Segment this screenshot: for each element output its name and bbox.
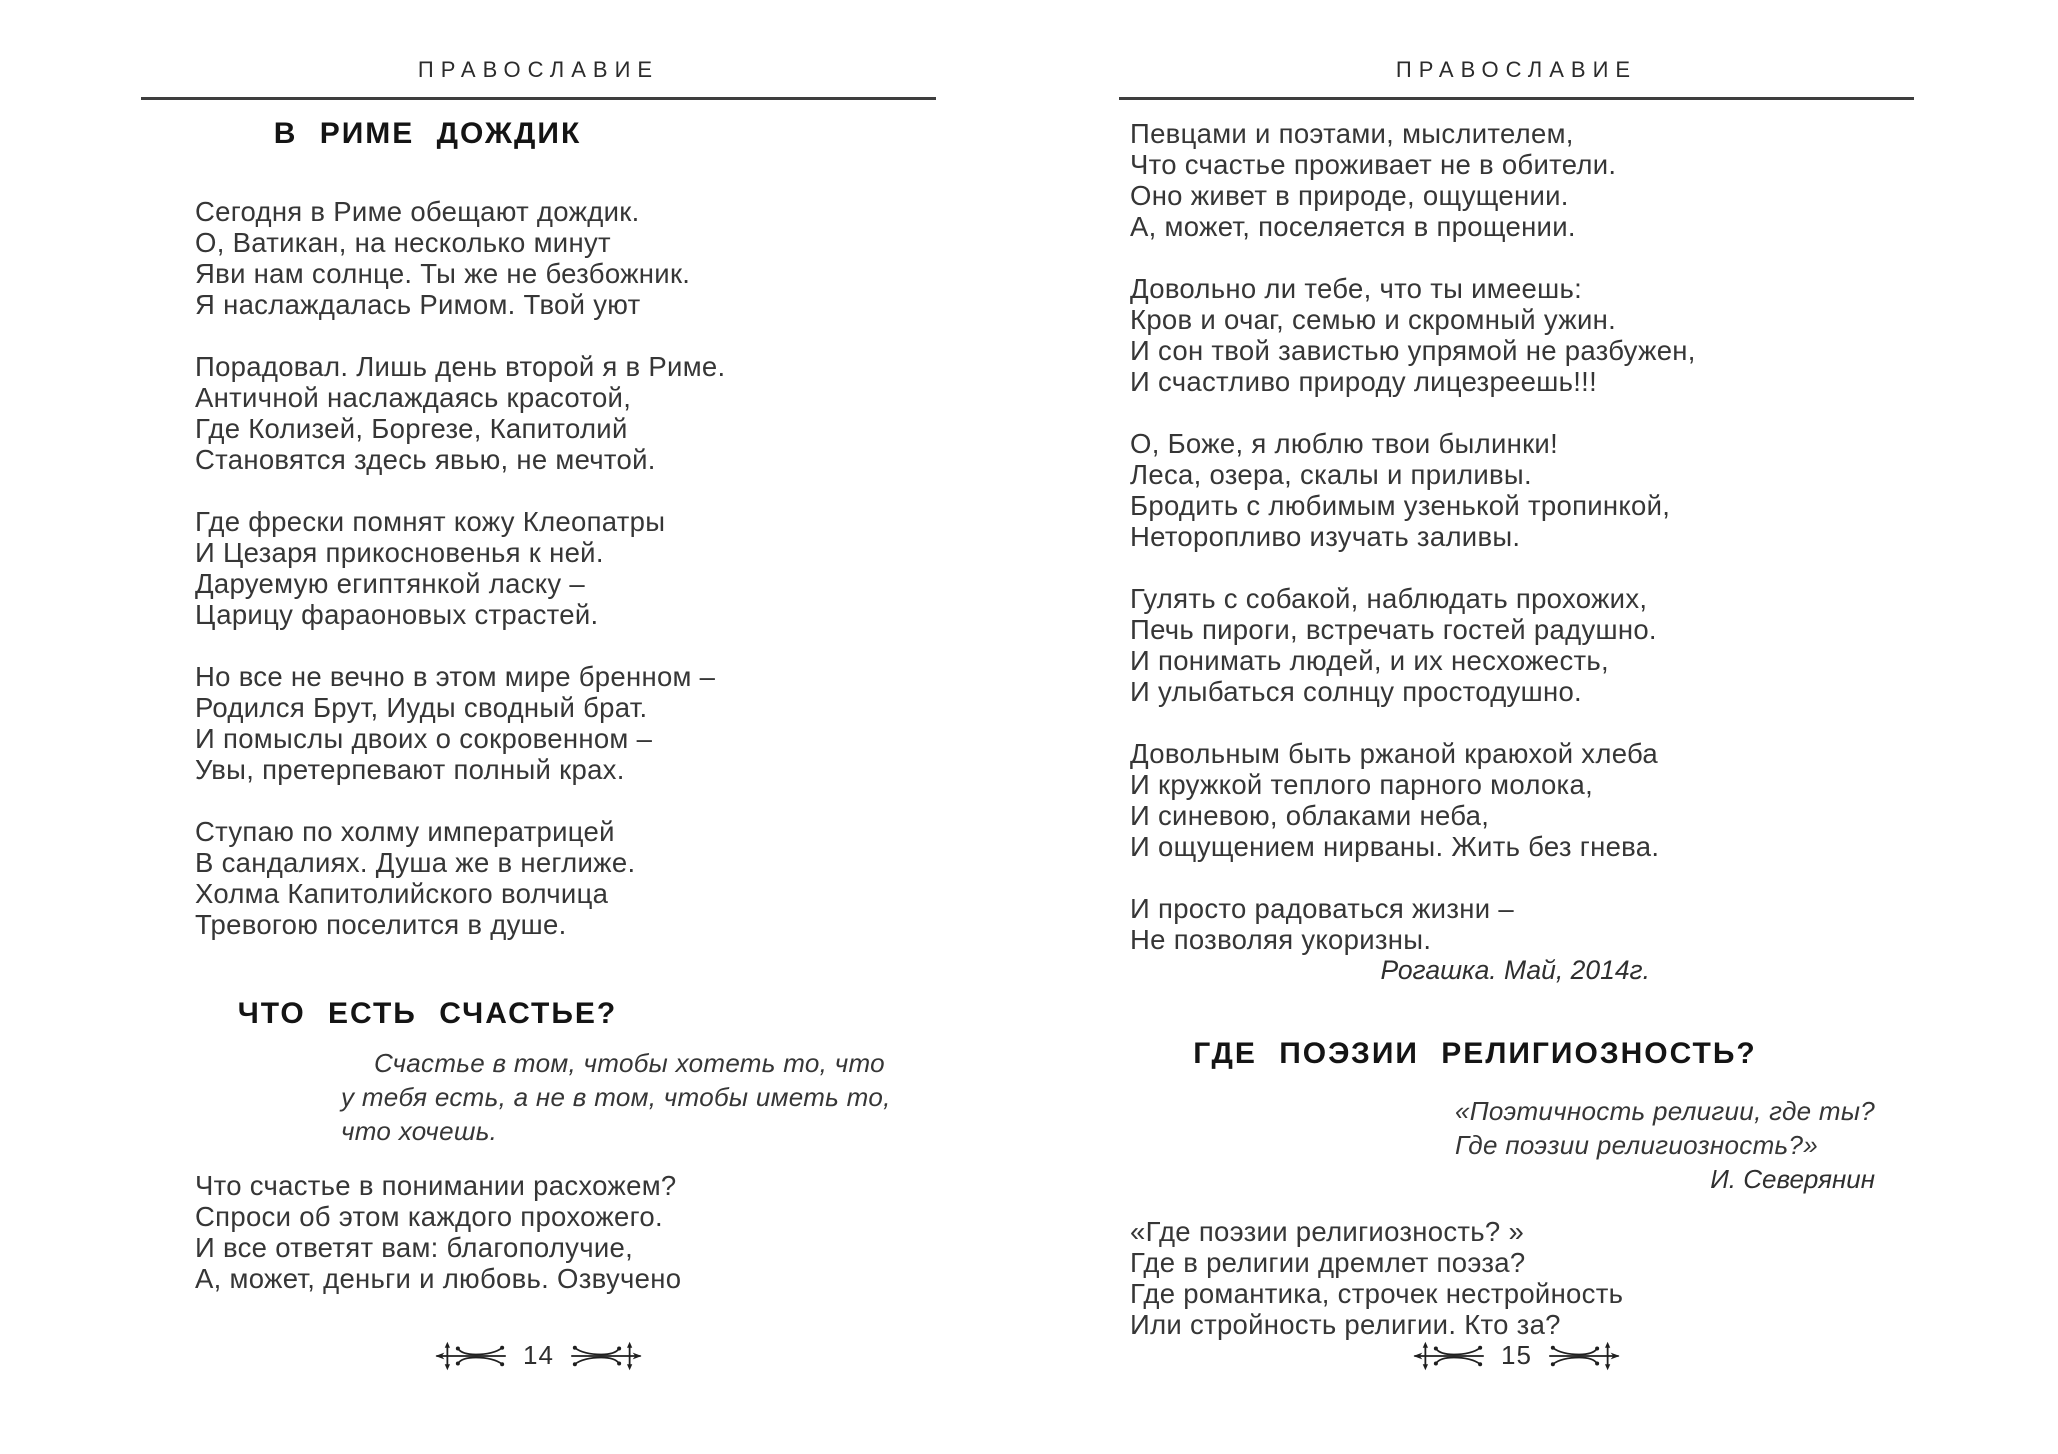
poem-line: И Цезаря прикосновенья к ней. (195, 537, 604, 568)
poem-line: И синевою, облаками неба, (1130, 800, 1490, 831)
poem-line: Где романтика, строчек нестройность (1130, 1278, 1624, 1309)
poem-line: Неторопливо изучать заливы. (1130, 521, 1521, 552)
epigraph-line: у тебя есть, а не в том, чтобы иметь то, (341, 1082, 891, 1112)
epigraph (1455, 1094, 1875, 1196)
epigraph-quote (1455, 1094, 1875, 1162)
poem-line: И сон твой завистью упрямой не разбужен, (1130, 335, 1696, 366)
poem-line: Гулять с собакой, наблюдать прохожих, (1130, 583, 1648, 614)
poem-line: Яви нам солнце. Ты же не безбожник. (195, 258, 691, 289)
stanza (1130, 428, 1820, 552)
poem-line: Певцами и поэтами, мыслителем, (1130, 118, 1574, 149)
stanza (195, 506, 666, 630)
poem-line: И просто радоваться жизни – (1130, 893, 1514, 924)
poem-body (1130, 1216, 1820, 1340)
poem-line: В сандалиях. Душа же в неглиже. (195, 847, 636, 878)
page-footer (1119, 1340, 1914, 1371)
book-page-right (1119, 55, 1914, 1370)
stanza (195, 816, 660, 940)
footer-flourish-icon (1413, 1341, 1485, 1371)
footer-flourish-icon (570, 1341, 642, 1371)
poem-line: Родился Брут, Иуды сводный брат. (195, 692, 648, 723)
poem-signature: Рогашка. Май, 2014г. (1380, 955, 1650, 985)
poem-line: И все ответят вам: благополучие, (195, 1232, 634, 1263)
poem-line: И улыбаться солнцу простодушно. (1130, 676, 1582, 707)
poem-line: Что счастье проживает не в обители. (1130, 149, 1617, 180)
poem-body (1130, 118, 1820, 955)
poem-title: В РИМЕ ДОЖДИК (273, 117, 582, 150)
poem-line: Царицу фараоновых страстей. (195, 599, 599, 630)
poem-body (195, 1170, 682, 1294)
poem-line: И счастливо природу лицезреешь!!! (1130, 366, 1598, 397)
page-content (1119, 100, 1876, 1340)
poem-line: Довольным быть ржаной краюхой хлеба (1130, 738, 1659, 769)
page-number: 15 (1501, 1340, 1532, 1370)
poem-line: Кров и очаг, семью и скромный ужин. (1130, 304, 1617, 335)
poem-line: И помыслы двоих о сокровенном – (195, 723, 653, 754)
page-footer (141, 1340, 936, 1371)
poem-line: Бродить с любимым узенькой тропинкой, (1130, 490, 1671, 521)
stanza (1130, 273, 1820, 397)
footer-flourish-icon (435, 1341, 507, 1371)
poem-body (195, 196, 726, 940)
poem-line: Не позволяя укоризны. (1130, 924, 1432, 955)
stanza (1130, 738, 1820, 862)
poem-line: Довольно ли тебе, что ты имеешь: (1130, 273, 1583, 304)
page-number: 14 (523, 1340, 554, 1370)
poem-line: Становятся здесь явью, не мечтой. (195, 444, 656, 475)
poem-line: И понимать людей, и их несхожесть, (1130, 645, 1609, 676)
poem-line: Где фрески помнят кожу Клеопатры (195, 506, 666, 537)
poem-line: Ступаю по холму императрицей (195, 816, 615, 847)
poem-line: Где Колизей, Боргезе, Капитолий (195, 413, 628, 444)
footer-flourish-icon (1548, 1341, 1620, 1371)
poem-line: Что счастье в понимании расхожем? (195, 1170, 677, 1201)
epigraph-line: Счастье в том, чтобы хотеть то, что (374, 1048, 885, 1078)
running-head: ПРАВОСЛАВИЕ (417, 57, 660, 82)
poem-title: ГДЕ ПОЭЗИИ РЕЛИГИОЗНОСТЬ? (1193, 1037, 1757, 1070)
poem-line: Спроси об этом каждого прохожего. (195, 1201, 663, 1232)
poem-line: Тревогою поселится в душе. (195, 909, 567, 940)
stanza (1130, 583, 1820, 707)
poem-line: Холма Капитолийского волчица (195, 878, 609, 909)
stanza (1130, 118, 1820, 242)
poem-line: Даруемую египтянкой ласку – (195, 568, 585, 599)
poem-line: Или стройность религии. Кто за? (1130, 1309, 1561, 1340)
poem-line: Леса, озера, скалы и приливы. (1130, 459, 1532, 490)
book-page-left (141, 55, 936, 1370)
poem-line: Увы, претерпевают полный крах. (195, 754, 625, 785)
stanza (1130, 1216, 1820, 1340)
poem-line: Порадовал. Лишь день второй я в Риме. (195, 351, 726, 382)
stanza (195, 661, 716, 785)
epigraph-attribution: И. Северянин (1710, 1164, 1876, 1194)
poem-line: О, Ватикан, на несколько минут (195, 227, 611, 258)
poem-line: «Где поэзии религиозность? » (1130, 1216, 1525, 1247)
poem-line: О, Боже, я люблю твои былинки! (1130, 428, 1559, 459)
poem-line: Сегодня в Риме обещают дождик. (195, 196, 640, 227)
page-content (141, 100, 891, 1294)
stanza (195, 1170, 682, 1294)
poem-line: Но все не вечно в этом мире бренном – (195, 661, 716, 692)
poem-line: Где в религии дремлет поэза? (1130, 1247, 1526, 1278)
poem-line: Печь пироги, встречать гостей радушно. (1130, 614, 1657, 645)
poem-line: Античной наслаждаясь красотой, (195, 382, 632, 413)
stanza (195, 351, 726, 475)
poem-line: Я наслаждалась Римом. Твой уют (195, 289, 641, 320)
running-head: ПРАВОСЛАВИЕ (1395, 57, 1638, 82)
poem-line: А, может, деньги и любовь. Озвучено (195, 1263, 682, 1294)
stanza (1130, 893, 1820, 955)
stanza (195, 196, 691, 320)
poem-title: ЧТО ЕСТЬ СЧАСТЬЕ? (237, 997, 618, 1030)
epigraph-line: Где поэзии религиозность?» (1455, 1130, 1819, 1160)
epigraph (341, 1046, 891, 1148)
poem-line: И кружкой теплого парного молока, (1130, 769, 1594, 800)
poem-line: Оно живет в природе, ощущении. (1130, 180, 1569, 211)
poem-line: А, может, поселяется в прощении. (1130, 211, 1576, 242)
epigraph-line: «Поэтичность религии, где ты? (1455, 1096, 1876, 1126)
epigraph-line: что хочешь. (341, 1116, 498, 1146)
poem-line: И ощущением нирваны. Жить без гнева. (1130, 831, 1660, 862)
